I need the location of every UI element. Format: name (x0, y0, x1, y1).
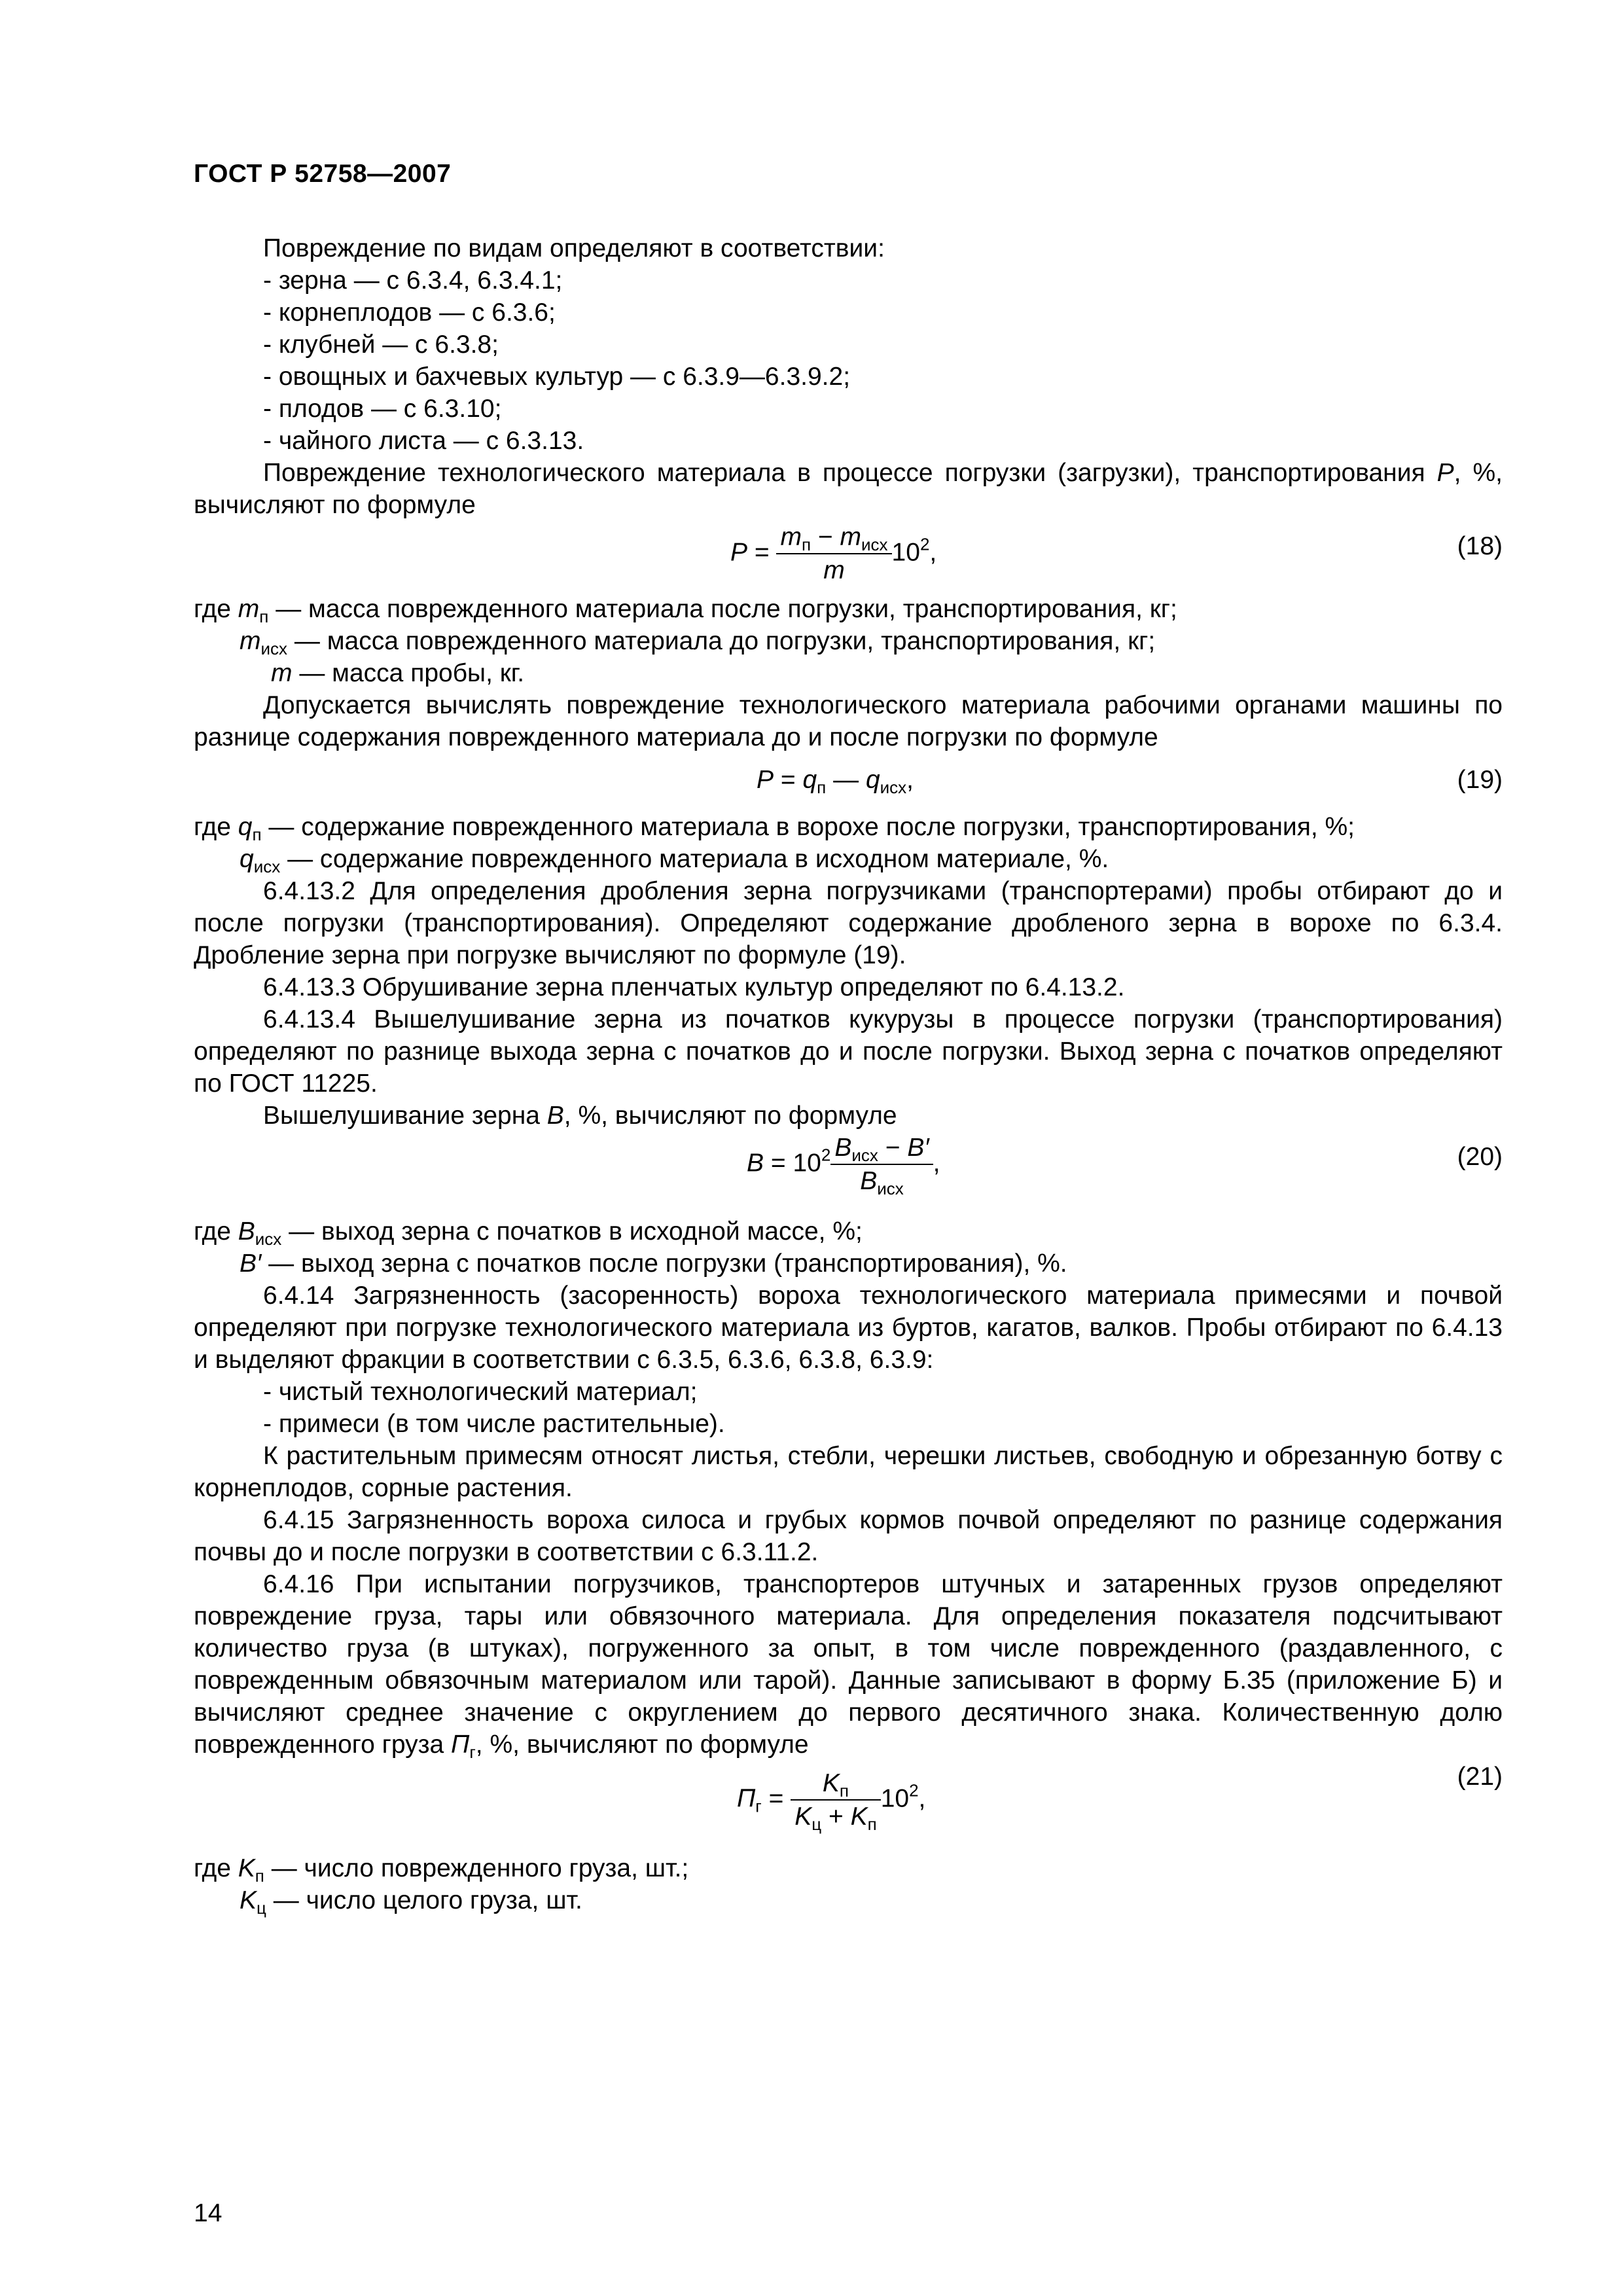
page-number: 14 (194, 2199, 223, 2227)
paragraph: 6.4.13.2 Для определения дробления зерна погрузчиками (транспортерами) пробы отбирают до и после погрузки (транспортирования). Определяют содержание дробленого зерна в ворохе по 6.3.4. Дробление зерна при погрузке вычисляют по формуле (19). (194, 877, 1503, 969)
paragraph: Повреждение по видам определяют в соответствии: (263, 234, 885, 262)
paragraph: 6.4.13.4 Вышелушивание зерна из початков кукурузы в процессе погрузки (транспортирования) определяют по разнице выхода зерна с початков до и после погрузки. Выход зерна с початков определяют по ГОСТ 11225. (194, 1005, 1503, 1098)
formula-number: (21) (1457, 1763, 1503, 1791)
list-item: - корнеплодов — с 6.3.6; (263, 298, 556, 327)
formula-18-expression: P = $\frac{m_п - m_{исх}}{m}$ $10^2$, (730, 521, 936, 593)
paragraph: 6.4.16 При испытании погрузчиков, транспортеров штучных и затаренных грузов определяют повреждение груза, тары или обвязочного материала. Для определения показателя подсчитывают количество груза (в штуках), погруженного за опыт, в том числе поврежденного (раздавленного, с поврежденным обвязочным материалом или тарой). Данные записывают в форму Б.35 (приложение Б) и вычисляют среднее значение с округлением до первого десятичного знака. Количественную долю поврежденного груза $П_г$, %, вычисляют по формуле (194, 1570, 1503, 1762)
where-line: где $m_п$ — масса поврежденного материала после погрузки, транспортирования, кг; (194, 595, 1177, 626)
paragraph: 6.4.14 Загрязненность (засоренность) вороха технологического материала примесями и почвой определяют при погрузке технологического материала из буртов, кагатов, валков. Пробы отбирают по 6.4.13 и выделяют фракции в соответствии с 6.3.5, 6.3.6, 6.3.8, 6.3.9: (194, 1282, 1503, 1374)
paragraph: 6.4.13.3 Обрушивание зерна пленчатых культур определяют по 6.4.13.2. (263, 973, 1125, 1001)
formula-19-expression: $P = q_п$ — $q_{исх}$, (757, 766, 914, 797)
paragraph: К растительным примесям относят листья, стебли, черешки листьев, свободную и обрезанную ботву с корнеплодов, сорные растения. (194, 1442, 1503, 1502)
list-item: - примеси (в том числе растительные). (263, 1410, 725, 1438)
where-line: где $K_п$ — число поврежденного груза, шт.; (194, 1854, 689, 1886)
where-line: где $q_п$ — содержание поврежденного материала в ворохе после погрузки, транспортирования, %; (194, 813, 1355, 844)
formula-18 (194, 521, 1503, 593)
where-line: $m_{исх}$ — масса поврежденного материала до погрузки, транспортирования, кг; (240, 627, 1156, 658)
paragraph: Повреждение технологического материала в процессе погрузки (загрузки), транспортирования P, %, вычисляют по формуле (194, 459, 1503, 519)
paragraph: Вышелушивание зерна B, %, вычисляют по формуле (263, 1102, 897, 1130)
formula-20-expression: $B = 10^2$ $\frac{B_{исх} - B'}{B_{исх}}$ , (747, 1134, 940, 1198)
formula-21-expression: $П_г$ = $\frac{K_п}{K_ц + K_п}$ $10^2$, (737, 1769, 926, 1834)
list-item: - плодов — с 6.3.10; (263, 395, 502, 423)
where-line: где $B_{исх}$ — выход зерна с початков в исходной массе, %; (194, 1217, 863, 1249)
formula-number: (18) (1457, 532, 1503, 560)
list-item: - овощных и бахчевых культур — с 6.3.9—6.3.9.2; (263, 363, 851, 391)
formula-21 (194, 1761, 1503, 1852)
where-line: $q_{исх}$ — содержание поврежденного материала в исходном материале, %. (240, 845, 1109, 876)
where-line: m — масса пробы, кг. (271, 659, 525, 687)
formula-19 (194, 753, 1503, 811)
where-line: B′ — выход зерна с початков после погрузки (транспортирования), %. (240, 1249, 1067, 1278)
paragraph: Допускается вычислять повреждение технологического материала рабочими органами машины по разнице содержания поврежденного материала до и после погрузки по формуле (194, 691, 1503, 751)
document-body (194, 232, 1503, 1916)
list-item: - клубней — с 6.3.8; (263, 331, 499, 359)
where-line: $K_ц$ — число целого груза, шт. (240, 1886, 582, 1918)
formula-20 (194, 1132, 1503, 1215)
paragraph: 6.4.15 Загрязненность вороха силоса и грубых кормов почвой определяют по разнице содержания почвы до и после погрузки в соответствии с 6.3.11.2. (194, 1506, 1503, 1566)
list-item: - чистый технологический материал; (263, 1378, 698, 1406)
document-header: ГОСТ Р 52758—2007 (194, 160, 452, 188)
list-item: - чайного листа — с 6.3.13. (263, 427, 584, 455)
formula-number: (20) (1457, 1143, 1503, 1171)
formula-number: (19) (1457, 766, 1503, 794)
list-item: - зерна — с 6.3.4, 6.3.4.1; (263, 266, 563, 295)
